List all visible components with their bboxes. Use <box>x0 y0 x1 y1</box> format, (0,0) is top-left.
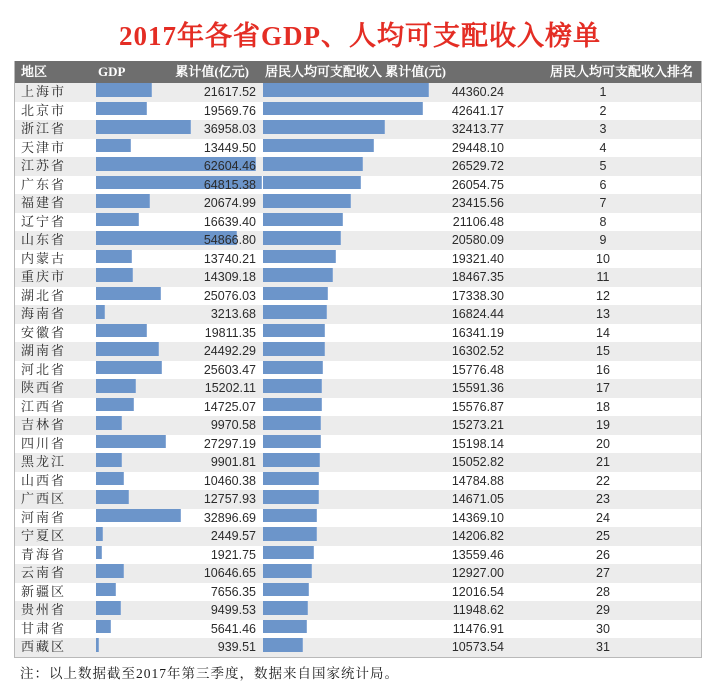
table-row <box>15 176 701 195</box>
income-value: 14206.82 <box>451 529 504 543</box>
gdp-value: 10646.65 <box>203 566 256 580</box>
gdp-value: 16639.40 <box>203 214 256 229</box>
table-row <box>15 287 701 306</box>
gdp-value: 13740.21 <box>203 251 256 266</box>
region-label: 天津市 <box>21 139 67 155</box>
gdp-value: 10460.38 <box>203 473 256 488</box>
income-value: 11948.62 <box>452 603 504 617</box>
region-label: 海南省 <box>21 306 67 321</box>
income-bar <box>263 176 361 190</box>
gdp-value: 62604.46 <box>203 159 256 173</box>
table-header <box>15 61 701 83</box>
table-row <box>15 305 701 324</box>
rank-value: 6 <box>599 177 607 192</box>
income-value: 44360.24 <box>451 85 504 99</box>
gdp-value: 5641.46 <box>210 621 256 636</box>
region-label: 青海省 <box>21 546 67 562</box>
region-label: 四川省 <box>21 435 67 451</box>
income-bar <box>263 213 343 227</box>
income-bar <box>263 472 319 486</box>
income-value: 21106.48 <box>452 214 504 229</box>
rank-value: 17 <box>596 381 610 395</box>
gdp-bar <box>96 398 134 412</box>
income-value: 32413.77 <box>451 122 504 136</box>
gdp-bar <box>96 139 131 153</box>
gdp-value: 19811.35 <box>204 325 256 340</box>
gdp-bar <box>96 546 102 560</box>
region-label: 湖南省 <box>21 343 67 358</box>
income-bar <box>263 342 325 356</box>
income-value: 16824.44 <box>451 307 504 321</box>
gdp-value: 24492.29 <box>203 344 256 358</box>
page-title: 2017年各省GDP、人均可支配收入榜单 <box>119 21 601 51</box>
rank-value: 31 <box>596 640 610 654</box>
region-label: 贵州省 <box>21 602 67 617</box>
table-row <box>15 139 701 158</box>
income-bar <box>263 620 307 634</box>
income-bar <box>263 139 374 153</box>
table-row <box>15 157 701 176</box>
gdp-value: 3213.68 <box>210 307 256 321</box>
table-row <box>15 583 701 602</box>
region-label: 上海市 <box>21 84 67 99</box>
rank-value: 10 <box>596 251 610 266</box>
income-value: 23415.56 <box>451 196 504 210</box>
rank-value: 14 <box>596 325 610 340</box>
income-value: 10573.54 <box>451 640 504 654</box>
table-row <box>15 250 701 269</box>
gdp-value: 25603.47 <box>203 362 256 377</box>
income-value: 14369.10 <box>451 510 504 525</box>
gdp-bar <box>96 416 122 430</box>
region-label: 浙江省 <box>21 121 67 136</box>
header-income: 居民人均可支配收入 累计值(元) <box>265 64 446 79</box>
gdp-value: 9901.81 <box>210 455 256 469</box>
rank-value: 24 <box>596 510 610 525</box>
income-bar <box>263 509 317 523</box>
income-bar <box>263 490 319 504</box>
rank-value: 21 <box>596 455 610 469</box>
table-row <box>15 342 701 361</box>
gdp-value: 9499.53 <box>210 603 256 617</box>
income-value: 12016.54 <box>451 584 504 599</box>
gdp-value: 25076.03 <box>203 288 256 303</box>
rank-value: 13 <box>596 307 610 321</box>
table-row <box>15 546 701 565</box>
table-row <box>15 102 701 121</box>
header-rank: 居民人均可支配收入排名 <box>549 64 693 79</box>
gdp-value: 36958.03 <box>203 122 256 136</box>
gdp-bar <box>96 305 105 319</box>
ranking-table <box>14 61 702 658</box>
gdp-bar <box>96 213 139 227</box>
income-bar <box>263 361 323 375</box>
gdp-bar <box>96 583 116 597</box>
table-row <box>15 213 701 232</box>
income-bar <box>263 250 336 264</box>
rank-value: 27 <box>596 566 610 580</box>
rank-value: 15 <box>596 344 610 358</box>
rank-value: 8 <box>599 214 607 229</box>
rank-value: 2 <box>599 103 607 118</box>
rank-value: 7 <box>599 196 607 210</box>
gdp-value: 1921.75 <box>210 547 256 562</box>
rank-value: 1 <box>599 85 607 99</box>
region-label: 甘肃省 <box>21 620 67 636</box>
region-label: 江西省 <box>21 398 67 414</box>
gdp-bar <box>96 472 124 486</box>
income-bar <box>263 453 320 467</box>
rank-value: 9 <box>599 233 607 247</box>
region-label: 新疆区 <box>21 583 67 599</box>
gdp-value: 32896.69 <box>203 510 256 525</box>
gdp-value: 21617.52 <box>203 85 256 99</box>
gdp-value: 64815.38 <box>203 177 256 192</box>
gdp-value: 14309.18 <box>203 270 256 284</box>
income-bar <box>263 398 322 412</box>
table-row <box>15 231 701 250</box>
gdp-value: 2449.57 <box>210 529 256 543</box>
footnote: 注：以上数据截至2017年第三季度，数据来自国家统计局。 <box>20 666 399 681</box>
table-row <box>15 564 701 583</box>
region-label: 河北省 <box>21 361 67 377</box>
income-bar <box>263 120 385 134</box>
region-label: 云南省 <box>21 565 67 580</box>
gdp-bar <box>96 638 99 652</box>
table-row <box>15 379 701 398</box>
rank-value: 22 <box>596 473 610 488</box>
gdp-value: 13449.50 <box>203 140 256 155</box>
income-value: 15052.82 <box>451 455 504 469</box>
region-label: 湖北省 <box>21 287 67 303</box>
gdp-bar <box>96 527 103 541</box>
gdp-bar <box>96 490 129 504</box>
region-label: 内蒙古 <box>21 250 67 266</box>
income-bar <box>263 601 308 615</box>
table-row <box>15 509 701 528</box>
table-row <box>15 453 701 472</box>
table-row <box>15 268 701 287</box>
gdp-value: 27297.19 <box>203 436 256 451</box>
table-row <box>15 120 701 139</box>
rank-value: 29 <box>596 603 610 617</box>
income-value: 26054.75 <box>451 177 504 192</box>
table-row <box>15 435 701 454</box>
gdp-bar <box>96 250 132 264</box>
income-value: 15576.87 <box>451 399 504 414</box>
region-label: 安徽省 <box>21 324 67 340</box>
income-bar <box>263 157 363 171</box>
gdp-value: 54866.80 <box>203 233 256 247</box>
rank-value: 4 <box>599 140 607 155</box>
table-row <box>15 324 701 343</box>
income-value: 20580.09 <box>451 233 504 247</box>
region-label: 河南省 <box>21 509 67 525</box>
gdp-bar <box>96 268 133 282</box>
income-bar <box>263 305 327 319</box>
gdp-value: 7656.35 <box>210 584 256 599</box>
table-row <box>15 398 701 417</box>
income-value: 12927.00 <box>451 566 504 580</box>
income-bar <box>263 324 325 338</box>
region-label: 福建省 <box>21 195 67 210</box>
rank-value: 3 <box>599 122 607 136</box>
income-value: 15273.21 <box>451 418 504 432</box>
region-label: 广西区 <box>21 491 67 506</box>
region-label: 重庆市 <box>21 269 67 284</box>
table-row <box>15 83 701 102</box>
gdp-value: 12757.93 <box>203 492 256 506</box>
income-value: 29448.10 <box>451 140 504 155</box>
income-bar <box>263 416 321 430</box>
table-body <box>15 83 701 657</box>
rank-value: 26 <box>596 547 610 562</box>
gdp-value: 9970.58 <box>210 418 256 432</box>
income-bar <box>263 546 314 560</box>
gdp-bar <box>96 453 122 467</box>
rank-value: 20 <box>596 436 610 451</box>
gdp-value: 15202.11 <box>204 381 256 395</box>
gdp-value: 939.51 <box>217 640 256 654</box>
region-label: 吉林省 <box>21 417 67 432</box>
rank-value: 28 <box>596 584 610 599</box>
gdp-bar <box>96 564 124 578</box>
table-row <box>15 472 701 491</box>
rank-value: 16 <box>596 362 610 377</box>
rank-value: 25 <box>596 529 610 543</box>
income-value: 42641.17 <box>451 103 504 118</box>
region-label: 西藏区 <box>21 639 67 654</box>
table-row <box>15 601 701 620</box>
income-value: 19321.40 <box>451 251 504 266</box>
header-gdp: GDP <box>98 64 126 79</box>
income-bar <box>263 268 333 282</box>
income-bar <box>263 287 328 301</box>
table-row <box>15 638 701 657</box>
table-row <box>15 194 701 213</box>
region-label: 宁夏区 <box>21 528 67 543</box>
income-bar <box>263 564 312 578</box>
income-value: 11476.91 <box>452 621 504 636</box>
income-bar <box>263 231 341 245</box>
gdp-bar <box>96 379 136 393</box>
income-value: 18467.35 <box>451 270 504 284</box>
table-row <box>15 620 701 639</box>
rank-value: 5 <box>599 159 607 173</box>
rank-value: 12 <box>596 288 610 303</box>
rank-value: 11 <box>596 270 610 284</box>
gdp-bar <box>96 601 121 615</box>
header-region: 地区 <box>21 64 48 79</box>
region-label: 陕西省 <box>21 380 67 395</box>
gdp-value: 14725.07 <box>203 399 256 414</box>
header-gdp-value: 累计值(亿元) <box>175 64 249 79</box>
income-value: 16341.19 <box>451 325 504 340</box>
rank-value: 19 <box>596 418 610 432</box>
income-bar <box>263 379 322 393</box>
region-label: 黑龙江 <box>21 454 67 469</box>
income-value: 15776.48 <box>451 362 504 377</box>
region-label: 江苏省 <box>21 158 67 173</box>
region-label: 辽宁省 <box>21 213 67 229</box>
table-row <box>15 361 701 380</box>
income-bar <box>263 527 317 541</box>
income-value: 17338.30 <box>451 288 504 303</box>
income-value: 13559.46 <box>451 547 504 562</box>
rank-value: 23 <box>596 492 610 506</box>
gdp-value: 19569.76 <box>203 103 256 118</box>
income-value: 15591.36 <box>451 381 504 395</box>
income-bar <box>263 435 321 449</box>
table-row <box>15 416 701 435</box>
table-row <box>15 490 701 509</box>
rank-value: 30 <box>596 621 610 636</box>
gdp-value: 20674.99 <box>203 196 256 210</box>
income-value: 15198.14 <box>451 436 504 451</box>
region-label: 北京市 <box>21 102 67 118</box>
income-bar <box>263 194 351 208</box>
income-bar <box>263 583 309 597</box>
rank-value: 18 <box>596 399 610 414</box>
region-label: 山东省 <box>21 232 67 247</box>
table-row <box>15 527 701 546</box>
income-value: 16302.52 <box>451 344 504 358</box>
income-value: 26529.72 <box>451 159 504 173</box>
gdp-bar <box>96 620 111 634</box>
region-label: 广东省 <box>21 176 67 192</box>
income-value: 14784.88 <box>451 473 504 488</box>
region-label: 山西省 <box>21 472 67 488</box>
income-bar <box>263 638 303 652</box>
income-value: 14671.05 <box>451 492 504 506</box>
